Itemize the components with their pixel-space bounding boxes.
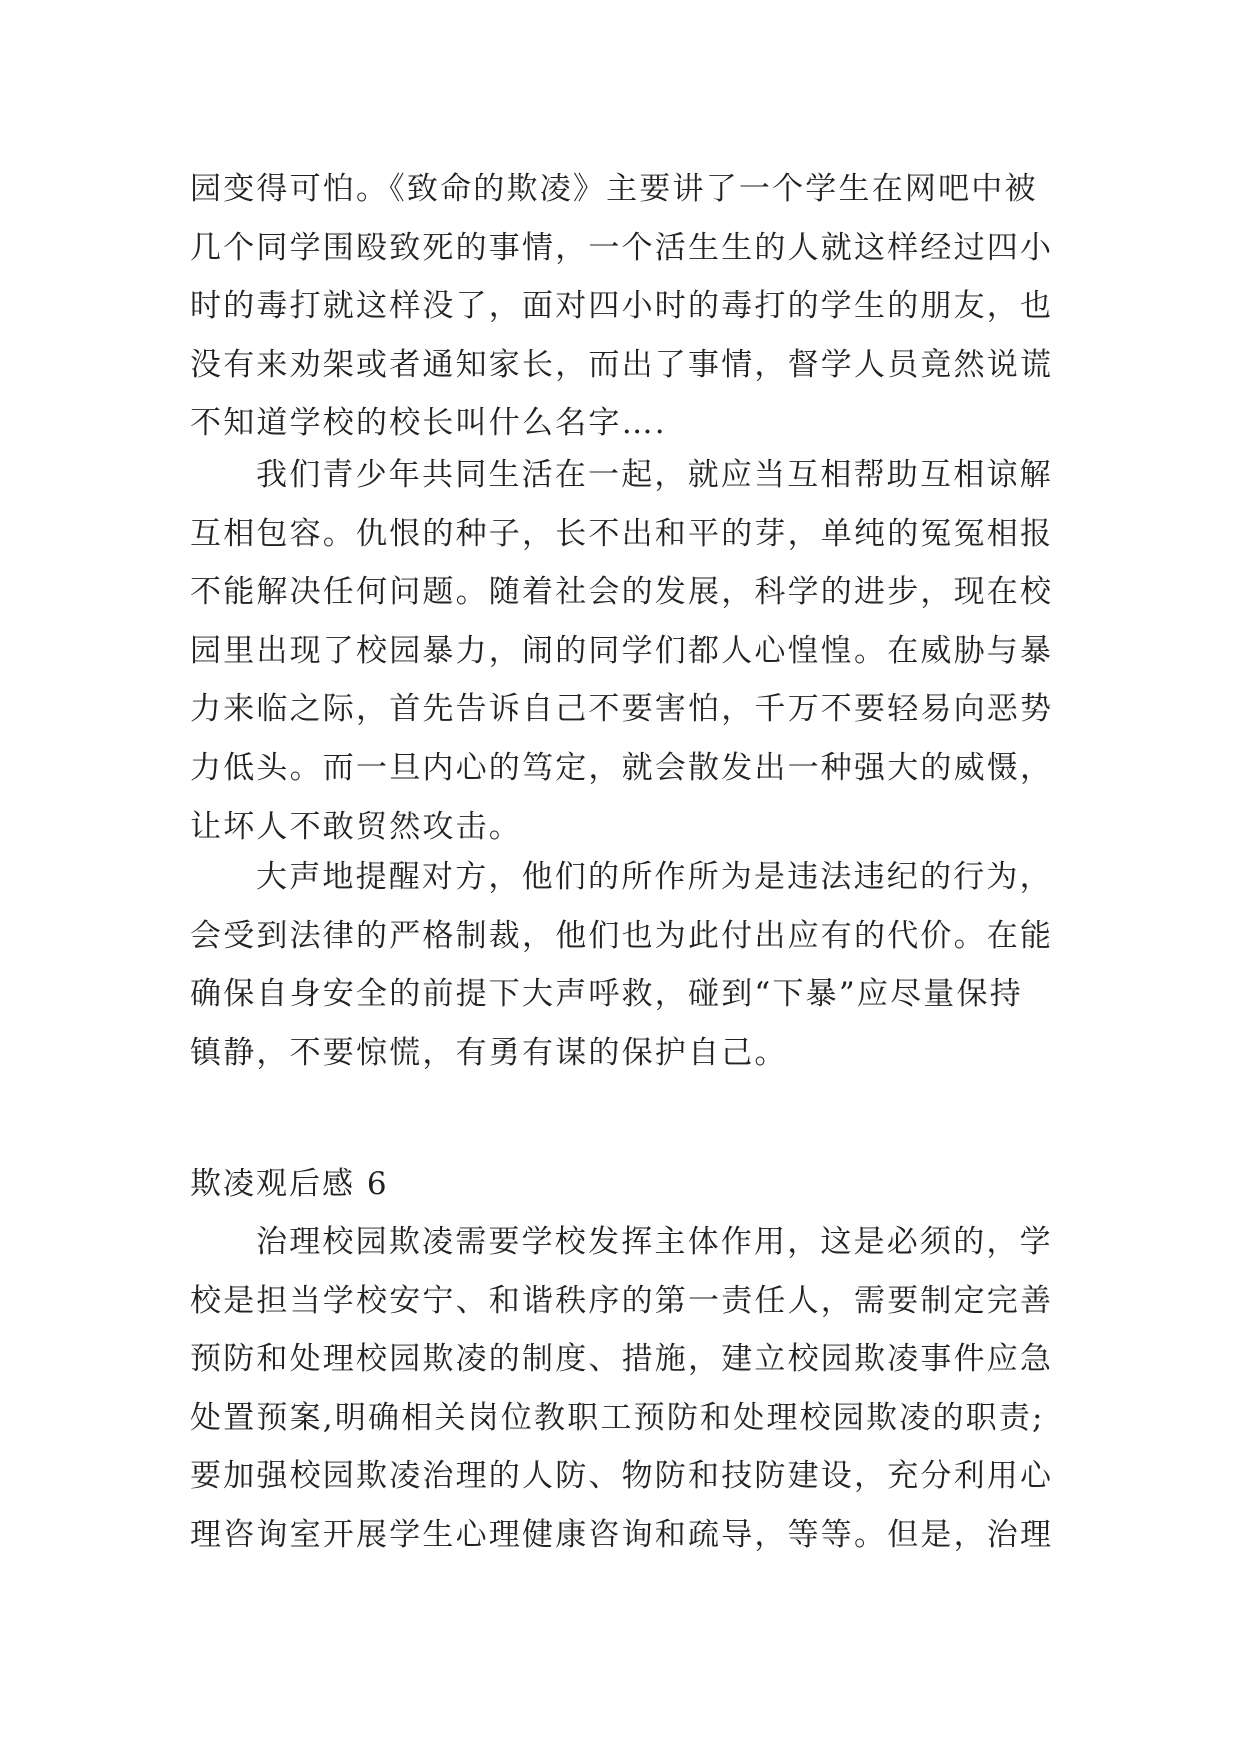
text-line: 几个同学围殴致死的事情，一个活生生的人就这样经过四小 xyxy=(190,229,1054,266)
text-line: 治理校园欺凌需要学校发挥主体作用，这是必须的，学 xyxy=(256,1224,1053,1260)
text-line: 我们青少年共同生活在一起，就应当互相帮助互相谅解 xyxy=(256,457,1053,493)
text-line: 时的毒打就这样没了，面对四小时的毒打的学生的朋友，也 xyxy=(190,288,1054,325)
text-line: 确保自身安全的前提下大声呼救，碰到“下暴”应尽量保持 xyxy=(190,976,1023,1013)
text-line: 力来临之际，首先告诉自己不要害怕，千万不要轻易向恶势 xyxy=(190,691,1054,728)
text-line: 大声地提醒对方，他们的所作所为是违法违纪的行为， xyxy=(256,859,1053,895)
text-line: 园变得可怕。《致命的欺凌》主要讲了一个学生在网吧中被 xyxy=(190,171,1038,207)
text-line: 没有来劝架或者通知家长，而出了事情，督学人员竟然说谎 xyxy=(190,346,1054,383)
text-line: 不能解决任何问题。随着社会的发展，科学的进步，现在校 xyxy=(190,574,1054,611)
paragraph-mutual-help xyxy=(190,446,1060,856)
paragraph-continuation xyxy=(190,160,1060,453)
text-line: 镇静，不要惊慌，有勇有谋的保护自己。 xyxy=(190,1034,788,1071)
paragraph-speak-up xyxy=(190,848,1060,1082)
text-line: 校是担当学校安宁、和谐秩序的第一责任人，需要制定完善 xyxy=(190,1282,1054,1319)
section-heading: 欺凌观后感 6 xyxy=(190,1166,389,1202)
text-line: 让坏人不敢贸然攻击。 xyxy=(190,808,522,845)
text-line: 不知道学校的校长叫什么名字…. xyxy=(190,405,667,442)
text-line: 预防和处理校园欺凌的制度、措施，建立校园欺凌事件应急 xyxy=(190,1341,1054,1378)
paragraph-school-role xyxy=(190,1213,1060,1565)
text-line: 园里出现了校园暴力，闹的同学们都人心惶惶。在威胁与暴 xyxy=(190,632,1054,669)
text-line: 要加强校园欺凌治理的人防、物防和技防建设，充分利用心 xyxy=(190,1458,1054,1495)
text-line: 处置预案,明确相关岗位教职工预防和处理校园欺凌的职责; xyxy=(190,1399,1045,1436)
text-line: 互相包容。仇恨的种子，长不出和平的芽，单纯的冤冤相报 xyxy=(190,515,1054,552)
text-line: 理咨询室开展学生心理健康咨询和疏导，等等。但是，治理 xyxy=(190,1516,1054,1553)
text-line: 力低头。而一旦内心的笃定，就会散发出一种强大的威慑， xyxy=(190,749,1054,786)
text-line: 会受到法律的严格制裁，他们也为此付出应有的代价。在能 xyxy=(190,917,1054,954)
